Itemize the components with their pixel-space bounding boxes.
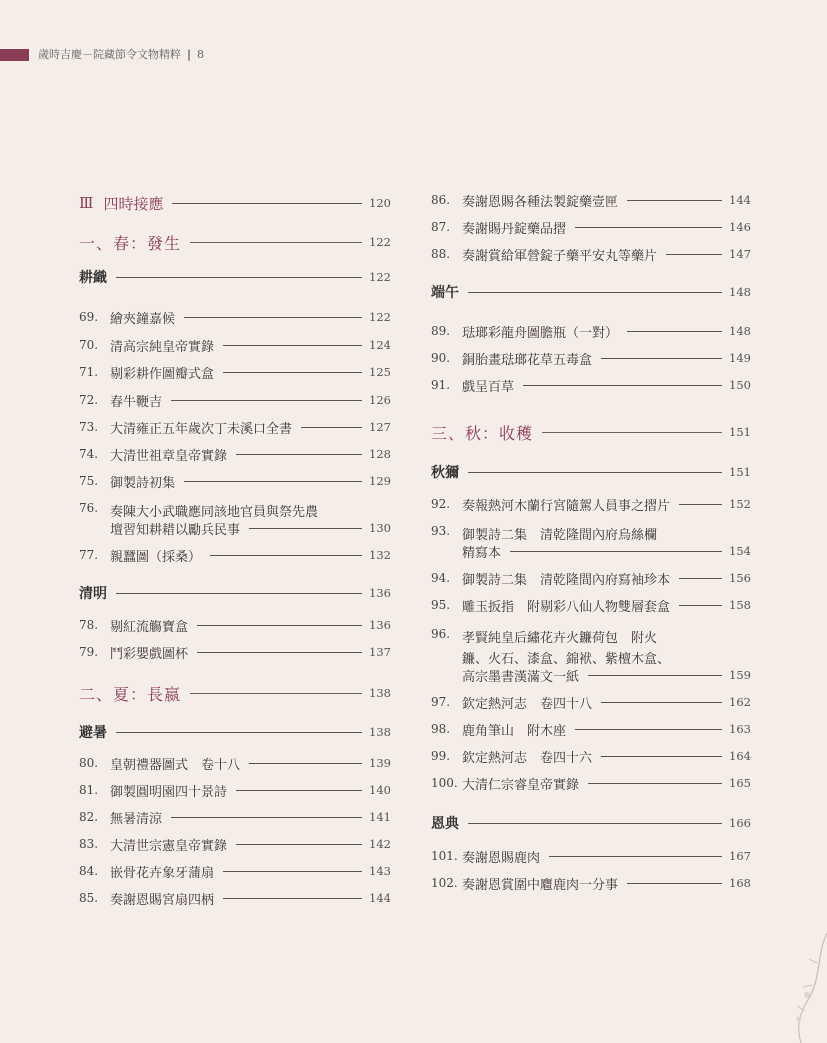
leader-line xyxy=(588,675,722,676)
page-number: 124 xyxy=(369,338,391,352)
leader-line xyxy=(301,427,362,428)
page-number: 139 xyxy=(369,756,391,770)
entry-number: 75. xyxy=(79,474,99,488)
leader-line xyxy=(468,472,722,473)
entry-number: 93. xyxy=(431,524,451,538)
heading-title: 三、秋：收穫 xyxy=(431,423,534,443)
entry-title: 剔紅流觴寶盒 xyxy=(110,619,189,635)
entry-number: 71. xyxy=(79,365,99,379)
toc-entry[interactable] xyxy=(431,872,751,894)
heading-title: 一、春：發生 xyxy=(79,233,182,253)
toc-entry[interactable] xyxy=(79,614,391,636)
leader-line xyxy=(627,200,722,201)
leader-line xyxy=(116,732,362,733)
toc-entry[interactable] xyxy=(431,594,751,616)
subsection-autumn[interactable] xyxy=(431,421,751,443)
entry-title: 鹿角筆山 附木座 xyxy=(462,723,567,739)
toc-entry-continued[interactable] xyxy=(110,517,391,539)
toc-entry[interactable] xyxy=(79,470,391,492)
leader-line xyxy=(190,242,362,243)
entry-title: 嵌骨花卉象牙蒲扇 xyxy=(110,865,215,881)
entry-line1[interactable]: 御製詩二集 清乾隆間內府烏絲欄 xyxy=(462,528,658,543)
leader-line xyxy=(171,817,362,818)
leader-line xyxy=(249,528,362,529)
header-title: 歲時吉慶－院藏節令文物精粹 xyxy=(38,48,181,61)
leader-line xyxy=(249,763,362,764)
toc-entry[interactable] xyxy=(79,361,391,383)
toc-entry[interactable] xyxy=(79,833,391,855)
page-number: 136 xyxy=(369,618,391,632)
entry-number: 94. xyxy=(431,571,451,585)
leader-line xyxy=(190,693,362,694)
entry-title: 剔彩耕作圖瓣式盒 xyxy=(110,366,215,382)
entry-number: 98. xyxy=(431,722,451,736)
entry-title: 奏謝恩賜各種法製錠藥壹匣 xyxy=(462,194,619,210)
leader-line xyxy=(197,625,362,626)
toc-entry[interactable] xyxy=(79,416,391,438)
entry-title: 大清世宗憲皇帝實錄 xyxy=(110,838,228,854)
page-number: 159 xyxy=(729,668,751,682)
page-number: 149 xyxy=(729,351,751,365)
entry-title: 奏謝恩賜宮扇四柄 xyxy=(110,892,215,908)
leader-line xyxy=(542,432,722,433)
entry-title: 精寫本 xyxy=(462,545,502,561)
entry-title: 奏謝賞給軍營錠子藥平安丸等藥片 xyxy=(462,248,658,264)
leader-line xyxy=(223,898,362,899)
entry-number: 70. xyxy=(79,338,99,352)
entry-title: 清高宗純皇帝實錄 xyxy=(110,339,215,355)
header-page-number: 8 xyxy=(197,48,205,61)
category-duanwu[interactable] xyxy=(431,281,751,303)
entry-title: 春牛鞭吉 xyxy=(110,394,163,410)
page-number: 148 xyxy=(729,285,751,299)
toc-entry[interactable] xyxy=(431,347,751,369)
blossom-decoration xyxy=(787,923,827,1043)
leader-line xyxy=(223,871,362,872)
page-number: 127 xyxy=(369,420,391,434)
toc-entry[interactable] xyxy=(431,772,751,794)
heading-title: 端午 xyxy=(431,285,459,301)
page-number: 143 xyxy=(369,864,391,878)
leader-line xyxy=(223,372,362,373)
toc-entry[interactable] xyxy=(431,493,751,515)
page-number: 167 xyxy=(729,849,751,863)
page-number: 146 xyxy=(729,220,751,234)
entry-line1[interactable]: 孝賢純皇后繡花卉火鐮荷包 附火 xyxy=(462,631,658,646)
entry-title: 高宗墨書漢滿文一紙 xyxy=(462,669,580,685)
toc-entry[interactable] xyxy=(431,320,751,342)
entry-number: 88. xyxy=(431,247,451,261)
entry-title: 皇朝禮器圖式 卷十八 xyxy=(110,757,241,773)
leader-line xyxy=(627,331,722,332)
entry-number: 80. xyxy=(79,756,99,770)
entry-number: 74. xyxy=(79,447,99,461)
subsection-summer[interactable] xyxy=(79,682,391,704)
leader-line xyxy=(184,317,362,318)
leader-line xyxy=(575,729,722,730)
entry-number: 77. xyxy=(79,548,99,562)
entry-number: 92. xyxy=(431,497,451,511)
category-bishu[interactable] xyxy=(79,721,391,743)
page-number: 137 xyxy=(369,645,391,659)
leader-line xyxy=(679,578,722,579)
leader-line xyxy=(679,504,722,505)
page-number: 138 xyxy=(369,725,391,739)
entry-title: 大清仁宗睿皇帝實錄 xyxy=(462,777,580,793)
entry-title: 戲呈百草 xyxy=(462,379,515,395)
page-number: 165 xyxy=(729,776,751,790)
entry-number: 89. xyxy=(431,324,451,338)
page-number: 152 xyxy=(729,497,751,511)
leader-line xyxy=(197,652,362,653)
entry-title: 大清雍正五年歲次丁未溪口全書 xyxy=(110,421,293,437)
toc-entry[interactable] xyxy=(79,306,391,328)
entry-number: 73. xyxy=(79,420,99,434)
leader-line xyxy=(236,454,362,455)
entry-number: 87. xyxy=(431,220,451,234)
leader-line xyxy=(575,227,722,228)
page-number: 132 xyxy=(369,548,391,562)
leader-line xyxy=(172,203,362,204)
leader-line xyxy=(223,345,362,346)
entry-title: 銅胎畫琺瑯花草五毒盒 xyxy=(462,352,593,368)
heading-title: 避暑 xyxy=(79,725,107,741)
entry-number: 76. xyxy=(79,501,99,515)
heading-title: 四時接應 xyxy=(103,194,164,213)
entry-number: 83. xyxy=(79,837,99,851)
entry-title: 琺瑯彩龍舟圖膽瓶（一對） xyxy=(462,325,619,341)
toc-entry-continued[interactable] xyxy=(462,664,751,686)
entry-number: 91. xyxy=(431,378,451,392)
entry-number: 97. xyxy=(431,695,451,709)
running-header xyxy=(38,46,204,62)
page-number: 144 xyxy=(369,891,391,905)
toc-entry[interactable] xyxy=(79,752,391,774)
page-number: 140 xyxy=(369,783,391,797)
subsection-spring[interactable] xyxy=(79,231,391,253)
entry-title: 御製圓明園四十景詩 xyxy=(110,784,228,800)
entry-number: 72. xyxy=(79,393,99,407)
entry-number: 78. xyxy=(79,618,99,632)
page-number: 158 xyxy=(729,598,751,612)
page-number: 129 xyxy=(369,474,391,488)
entry-title: 親蠶圖（採桑） xyxy=(110,549,202,565)
entry-title: 奏謝恩賜鹿肉 xyxy=(462,850,541,866)
leader-line xyxy=(523,385,722,386)
leader-line xyxy=(627,883,722,884)
toc-entry[interactable] xyxy=(79,334,391,356)
page-number: 164 xyxy=(729,749,751,763)
leader-line xyxy=(588,783,722,784)
page-number: 130 xyxy=(369,521,391,535)
toc-entry[interactable] xyxy=(79,779,391,801)
toc-entry[interactable] xyxy=(431,243,751,265)
page-number: 122 xyxy=(369,310,391,324)
entry-title: 鬥彩嬰戲圖杯 xyxy=(110,646,189,662)
entry-title: 無暑清涼 xyxy=(110,811,163,827)
page-number: 141 xyxy=(369,810,391,824)
page-number: 138 xyxy=(369,686,391,700)
page-number: 126 xyxy=(369,393,391,407)
entry-number: 69. xyxy=(79,310,99,324)
leader-line xyxy=(236,844,362,845)
entry-number: 99. xyxy=(431,749,451,763)
toc-entry[interactable] xyxy=(431,691,751,713)
page-number: 166 xyxy=(729,816,751,830)
heading-title: 耕織 xyxy=(79,270,107,286)
leader-line xyxy=(601,702,722,703)
page-number: 154 xyxy=(729,544,751,558)
leader-line xyxy=(601,756,722,757)
entry-title: 雕玉扳指 附剔彩八仙人物雙層套盒 xyxy=(462,599,671,615)
entry-title: 奏謝賜丹錠藥品摺 xyxy=(462,221,567,237)
heading-title: 恩典 xyxy=(431,816,459,832)
leader-line xyxy=(116,277,362,278)
leader-line xyxy=(468,823,722,824)
entry-number: 100. xyxy=(431,776,458,790)
toc-entry[interactable] xyxy=(79,443,391,465)
leader-line xyxy=(549,856,722,857)
page-number: 151 xyxy=(729,425,751,439)
toc-entry[interactable] xyxy=(431,745,751,767)
entry-number: 84. xyxy=(79,864,99,878)
page-number: 151 xyxy=(729,465,751,479)
section-numeral: Ⅲ xyxy=(79,194,94,212)
toc-entry[interactable] xyxy=(79,641,391,663)
toc-entry[interactable] xyxy=(431,216,751,238)
leader-line xyxy=(666,254,722,255)
toc-entry[interactable] xyxy=(79,389,391,411)
category-gengzhi[interactable] xyxy=(79,266,391,288)
page-number: 128 xyxy=(369,447,391,461)
page-number: 122 xyxy=(369,270,391,284)
entry-title: 奏謝恩賞圍中麅鹿肉一分事 xyxy=(462,877,619,893)
header-accent-bar xyxy=(0,49,29,61)
page-number: 156 xyxy=(729,571,751,585)
page-number: 162 xyxy=(729,695,751,709)
header-separator: | xyxy=(187,48,192,61)
heading-title: 二、夏：長嬴 xyxy=(79,684,182,704)
page-number: 147 xyxy=(729,247,751,261)
entry-title: 繪夾鐘嘉候 xyxy=(110,311,176,327)
entry-number: 96. xyxy=(431,627,451,641)
toc-entry[interactable] xyxy=(79,544,391,566)
page-number: 148 xyxy=(729,324,751,338)
entry-title: 欽定熱河志 卷四十六 xyxy=(462,750,593,766)
entry-number: 85. xyxy=(79,891,99,905)
heading-title: 清明 xyxy=(79,586,107,602)
entry-title: 御製詩二集 清乾隆間內府寫袖珍本 xyxy=(462,572,671,588)
leader-line xyxy=(468,292,722,293)
entry-line2[interactable]: 鐮、火石、漆盒、錦袱、紫檀木盒、 xyxy=(462,652,671,667)
toc-entry[interactable] xyxy=(79,860,391,882)
toc-entry-continued[interactable] xyxy=(462,540,751,562)
entry-number: 102. xyxy=(431,876,458,890)
entry-title: 欽定熱河志 卷四十八 xyxy=(462,696,593,712)
entry-number: 101. xyxy=(431,849,458,863)
leader-line xyxy=(236,790,362,791)
entry-title: 壇習知耕耤以勵兵民事 xyxy=(110,522,241,538)
page-number: 168 xyxy=(729,876,751,890)
entry-line1[interactable]: 奏陳大小武職應同該地官員與祭先農 xyxy=(110,505,319,520)
section-heading[interactable] xyxy=(79,192,391,214)
page-number: 122 xyxy=(369,235,391,249)
page-number: 136 xyxy=(369,586,391,600)
leader-line xyxy=(601,358,722,359)
entry-number: 79. xyxy=(79,645,99,659)
page-number: 163 xyxy=(729,722,751,736)
category-qiumi[interactable] xyxy=(431,461,751,483)
toc-entry[interactable] xyxy=(431,845,751,867)
leader-line xyxy=(171,400,362,401)
entry-title: 大清世祖章皇帝實錄 xyxy=(110,448,228,464)
toc-entry[interactable] xyxy=(431,718,751,740)
leader-line xyxy=(679,605,722,606)
page-number: 150 xyxy=(729,378,751,392)
entry-number: 81. xyxy=(79,783,99,797)
heading-title: 秋獮 xyxy=(431,465,459,481)
toc-entry[interactable] xyxy=(431,374,751,396)
leader-line xyxy=(510,551,722,552)
entry-number: 82. xyxy=(79,810,99,824)
page-number: 120 xyxy=(369,196,391,210)
entry-number: 90. xyxy=(431,351,451,365)
category-qingming[interactable] xyxy=(79,582,391,604)
toc-entry[interactable] xyxy=(79,887,391,909)
leader-line xyxy=(184,481,362,482)
page-number: 125 xyxy=(369,365,391,379)
entry-number: 86. xyxy=(431,193,451,207)
entry-title: 奏報熱河木蘭行宮隨駕人員事之摺片 xyxy=(462,498,671,514)
page-number: 144 xyxy=(729,193,751,207)
entry-title: 御製詩初集 xyxy=(110,475,176,491)
entry-number: 95. xyxy=(431,598,451,612)
leader-line xyxy=(210,555,362,556)
page-number: 142 xyxy=(369,837,391,851)
toc-entry[interactable] xyxy=(431,567,751,589)
toc-entry[interactable] xyxy=(79,806,391,828)
leader-line xyxy=(116,593,362,594)
category-endian[interactable] xyxy=(431,812,751,834)
toc-entry[interactable] xyxy=(431,189,751,211)
